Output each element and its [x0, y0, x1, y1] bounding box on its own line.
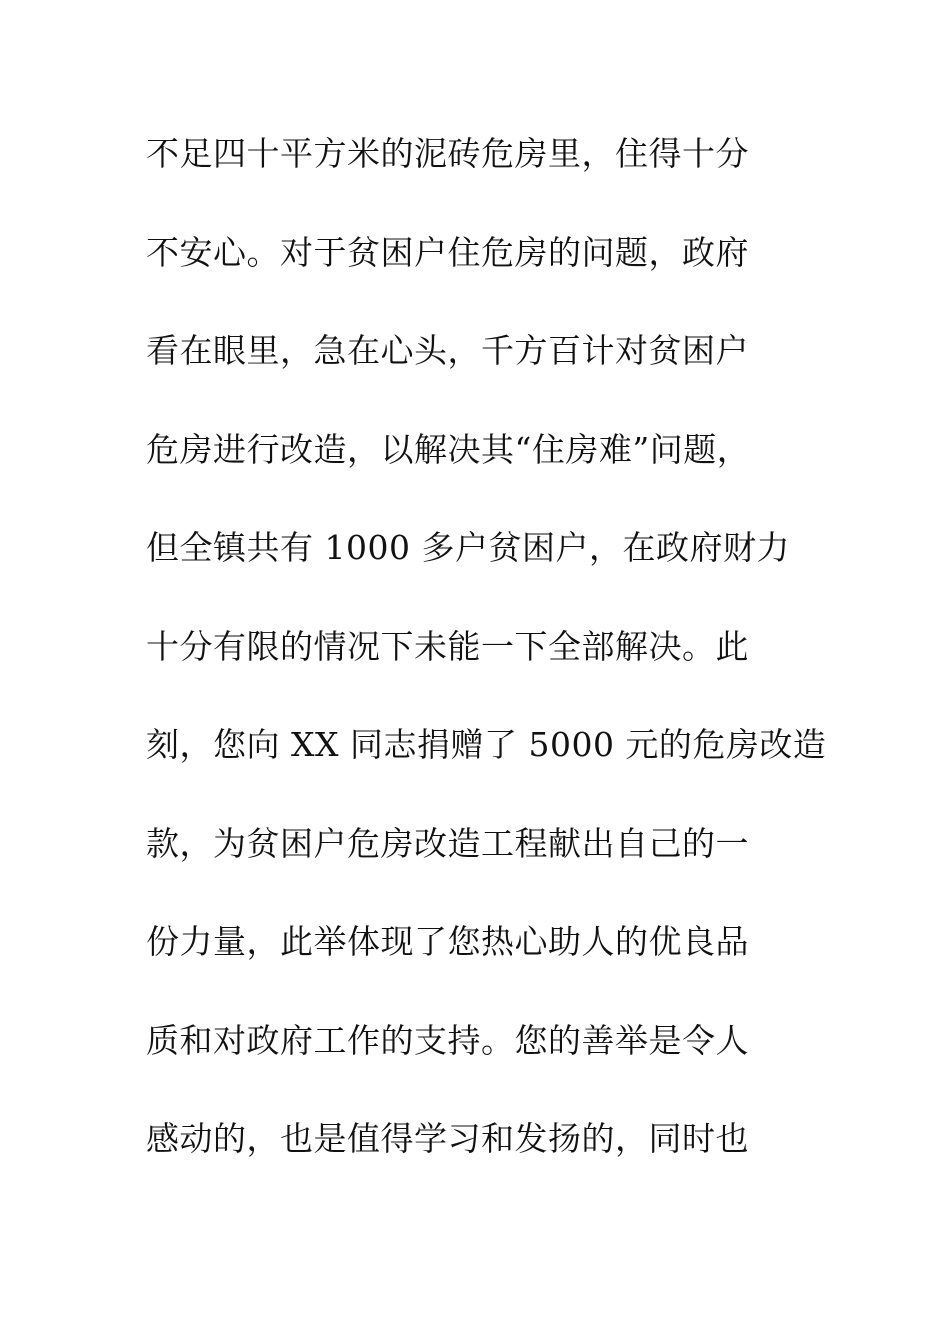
- text-line: 十分有限的情况下未能一下全部解决。此: [146, 626, 749, 666]
- text-line: 质和对政府工作的支持。您的善举是令人: [146, 1020, 749, 1060]
- text-line: 不安心。对于贫困户住危房的问题，政府: [146, 232, 749, 272]
- body-text: [146, 124, 826, 1208]
- text-line: 但全镇共有 1000 多户贫困户，在政府财力: [146, 528, 790, 567]
- text-line: 份力量，此举体现了您热心助人的优良品: [146, 922, 749, 961]
- text-line: 危房进行改造，以解决其“住房难”问题，: [146, 429, 751, 469]
- text-line: 看在眼里，急在心头，千方百计对贫困户: [146, 331, 749, 370]
- text-line: 款，为贫困户危房改造工程献出自己的一: [146, 823, 749, 863]
- text-line: 不足四十平方米的泥砖危房里，住得十分: [146, 134, 749, 173]
- text-line: 感动的，也是值得学习和发扬的，同时也: [146, 1119, 749, 1158]
- text-line: 刻，您向 XX 同志捐赠了 5000 元的危房改造: [146, 725, 827, 764]
